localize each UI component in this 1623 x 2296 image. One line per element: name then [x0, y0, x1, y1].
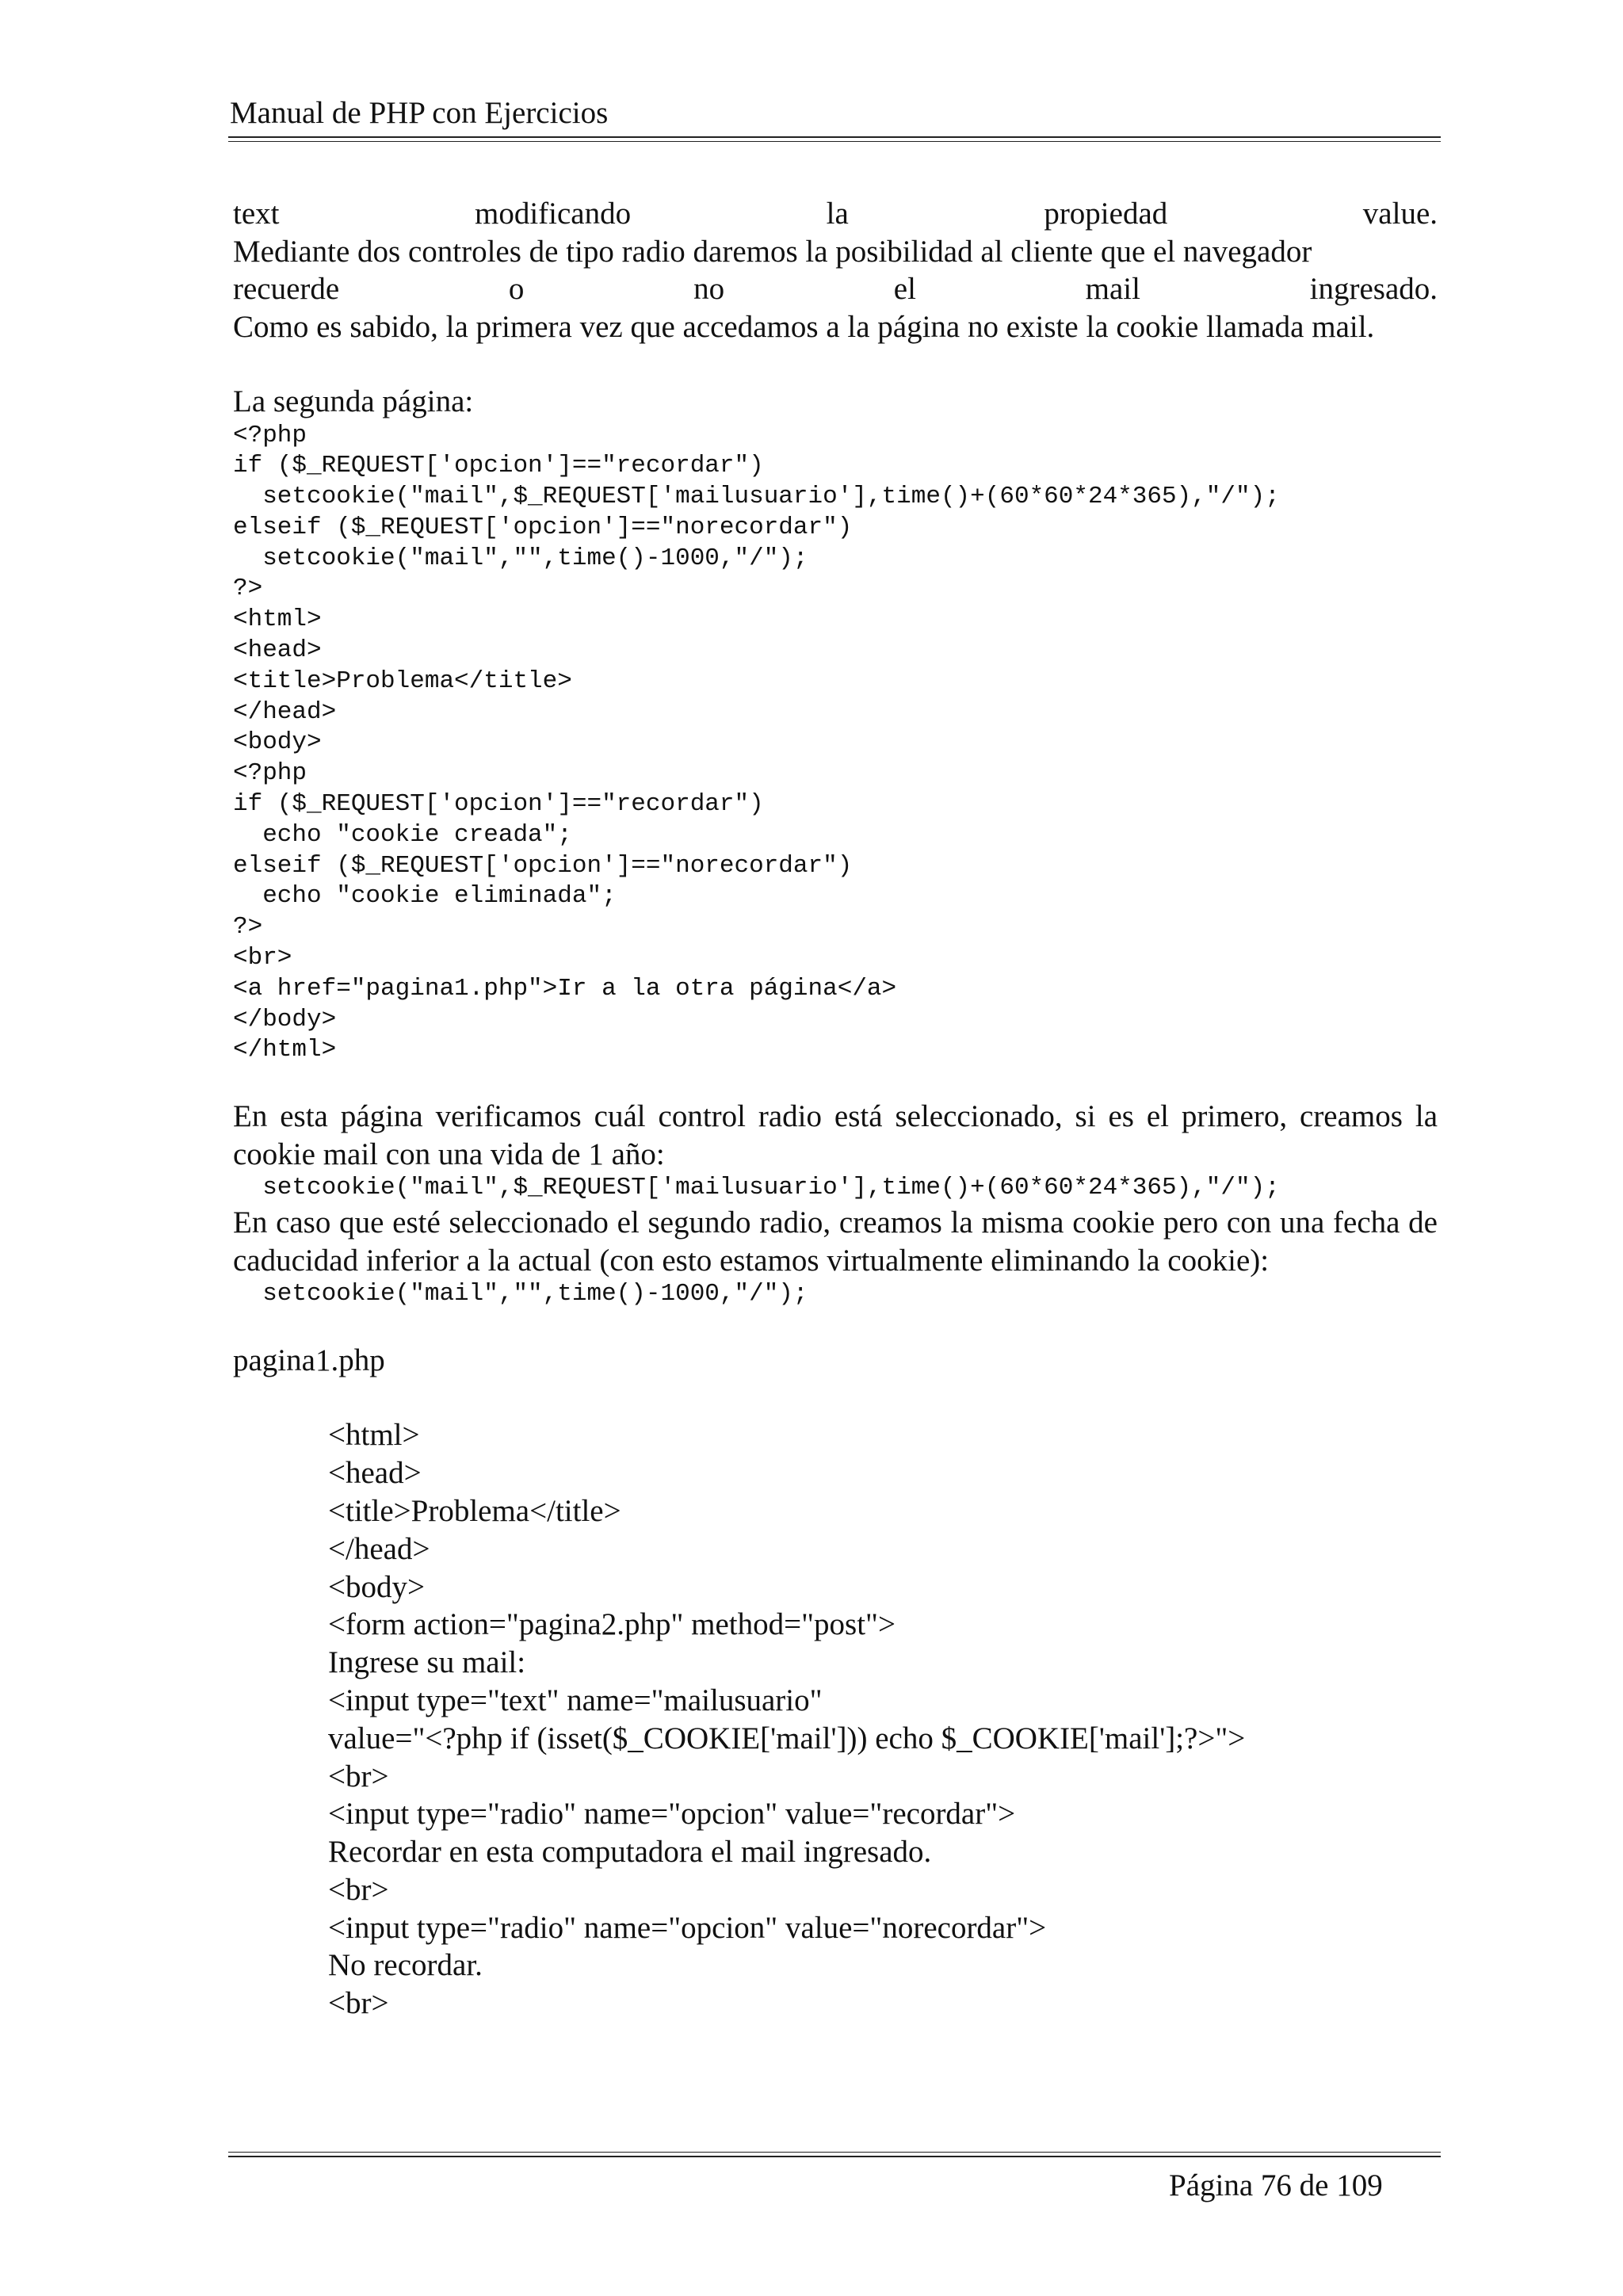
spacer [233, 346, 1438, 383]
listing-line: Ingrese su mail: [328, 1645, 526, 1680]
code-line: <html> [233, 606, 322, 634]
listing-line: <br> [328, 1986, 389, 2021]
spacer [233, 1379, 1438, 1416]
intro-line-2: Mediante dos controles de tipo radio daremos la posibilidad al cliente que el navegador [233, 234, 1312, 269]
spacer [233, 1066, 1438, 1098]
running-header: Manual de PHP con Ejercicios [230, 96, 609, 130]
listing-line: <title>Problema</title> [328, 1493, 621, 1528]
listing-line: <br> [328, 1759, 389, 1794]
footer-rule-bottom [228, 2156, 1441, 2157]
listing-line: <head> [328, 1456, 422, 1491]
listing-line: </head> [328, 1531, 430, 1566]
code-line: <body> [233, 728, 322, 757]
code-line: <title>Problema</title> [233, 667, 572, 695]
listing-line: <form action="pagina2.php" method="post"> [328, 1607, 896, 1642]
code-line: echo "cookie eliminada"; [233, 882, 617, 911]
listing-line: <html> [328, 1418, 420, 1453]
code-line: ?> [233, 575, 263, 603]
footer-rule-top [228, 2152, 1441, 2153]
intro-paragraph-2: Como es sabido, la primera vez que accedamos a la página no existe la cookie llamada mail. [233, 309, 1375, 344]
explanation-code-1: setcookie("mail",$_REQUEST['mailusuario'],time()+(60*60*24*365),"/"); [233, 1174, 1280, 1202]
listing-line: <input type="radio" name="opcion" value="norecordar"> [328, 1910, 1047, 1945]
page-number: Página 76 de 109 [1169, 2168, 1383, 2202]
explanation-paragraph-2: En caso que esté seleccionado el segundo radio, creamos la misma cookie pero con una fecha de caducidad inferior a la actual (con esto estamos virtualmente eliminando la cookie): [233, 1205, 1438, 1278]
code-line: setcookie("mail","",time()-1000,"/"); [233, 544, 808, 572]
code-line: setcookie("mail",$_REQUEST['mailusuario'],time()+(60*60*24*365),"/"); [233, 483, 1280, 511]
code-line: <?php [233, 759, 307, 788]
listing-line: Recordar en esta computadora el mail ingresado. [328, 1835, 932, 1870]
code-line: <head> [233, 636, 322, 665]
listing-line: No recordar. [328, 1948, 483, 1983]
intro-line-1: text modificando la propiedad value. [233, 197, 1438, 231]
code-line: </body> [233, 1005, 337, 1033]
listing-line: <input type="text" name="mailusuario" [328, 1683, 823, 1717]
pagina1-heading: pagina1.php [233, 1343, 385, 1377]
second-page-heading: La segunda página: [233, 384, 474, 418]
listing-line: <input type="radio" name="opcion" value="recordar"> [328, 1797, 1016, 1832]
header-rule-bottom [228, 141, 1441, 142]
intro-line-3: recuerde o no el mail ingresado. [233, 272, 1438, 306]
page-content [233, 195, 1438, 2023]
listing-line: <body> [328, 1569, 425, 1604]
listing-line: value="<?php if (isset($_COOKIE['mail'])) echo $_COOKIE['mail'];?>"> [328, 1721, 1246, 1755]
code-line: </head> [233, 697, 337, 726]
code-line: if ($_REQUEST['opcion']=="recordar") [233, 452, 764, 480]
code-line: elseif ($_REQUEST['opcion']=="norecordar") [233, 851, 853, 880]
header-rule-top [228, 136, 1441, 138]
pagina1-html-listing [328, 1416, 1438, 2023]
code-line: <?php [233, 421, 307, 449]
code-line: <a href="pagina1.php">Ir a la otra página</a> [233, 974, 897, 1003]
second-page-code-block [233, 421, 1438, 1067]
listing-line: <br> [328, 1872, 389, 1907]
code-line: if ($_REQUEST['opcion']=="recordar") [233, 790, 764, 819]
code-line: ?> [233, 913, 263, 942]
code-line: elseif ($_REQUEST['opcion']=="norecordar") [233, 513, 853, 541]
spacer [233, 1310, 1438, 1342]
code-line: <br> [233, 944, 292, 972]
explanation-paragraph-1: En esta página verificamos cuál control radio está seleccionado, si es el primero, creamos la cookie mail con una vida de 1 año: [233, 1099, 1438, 1171]
explanation-code-2: setcookie("mail","",time()-1000,"/"); [233, 1280, 808, 1308]
code-line: echo "cookie creada"; [233, 820, 572, 849]
code-line: </html> [233, 1036, 337, 1064]
